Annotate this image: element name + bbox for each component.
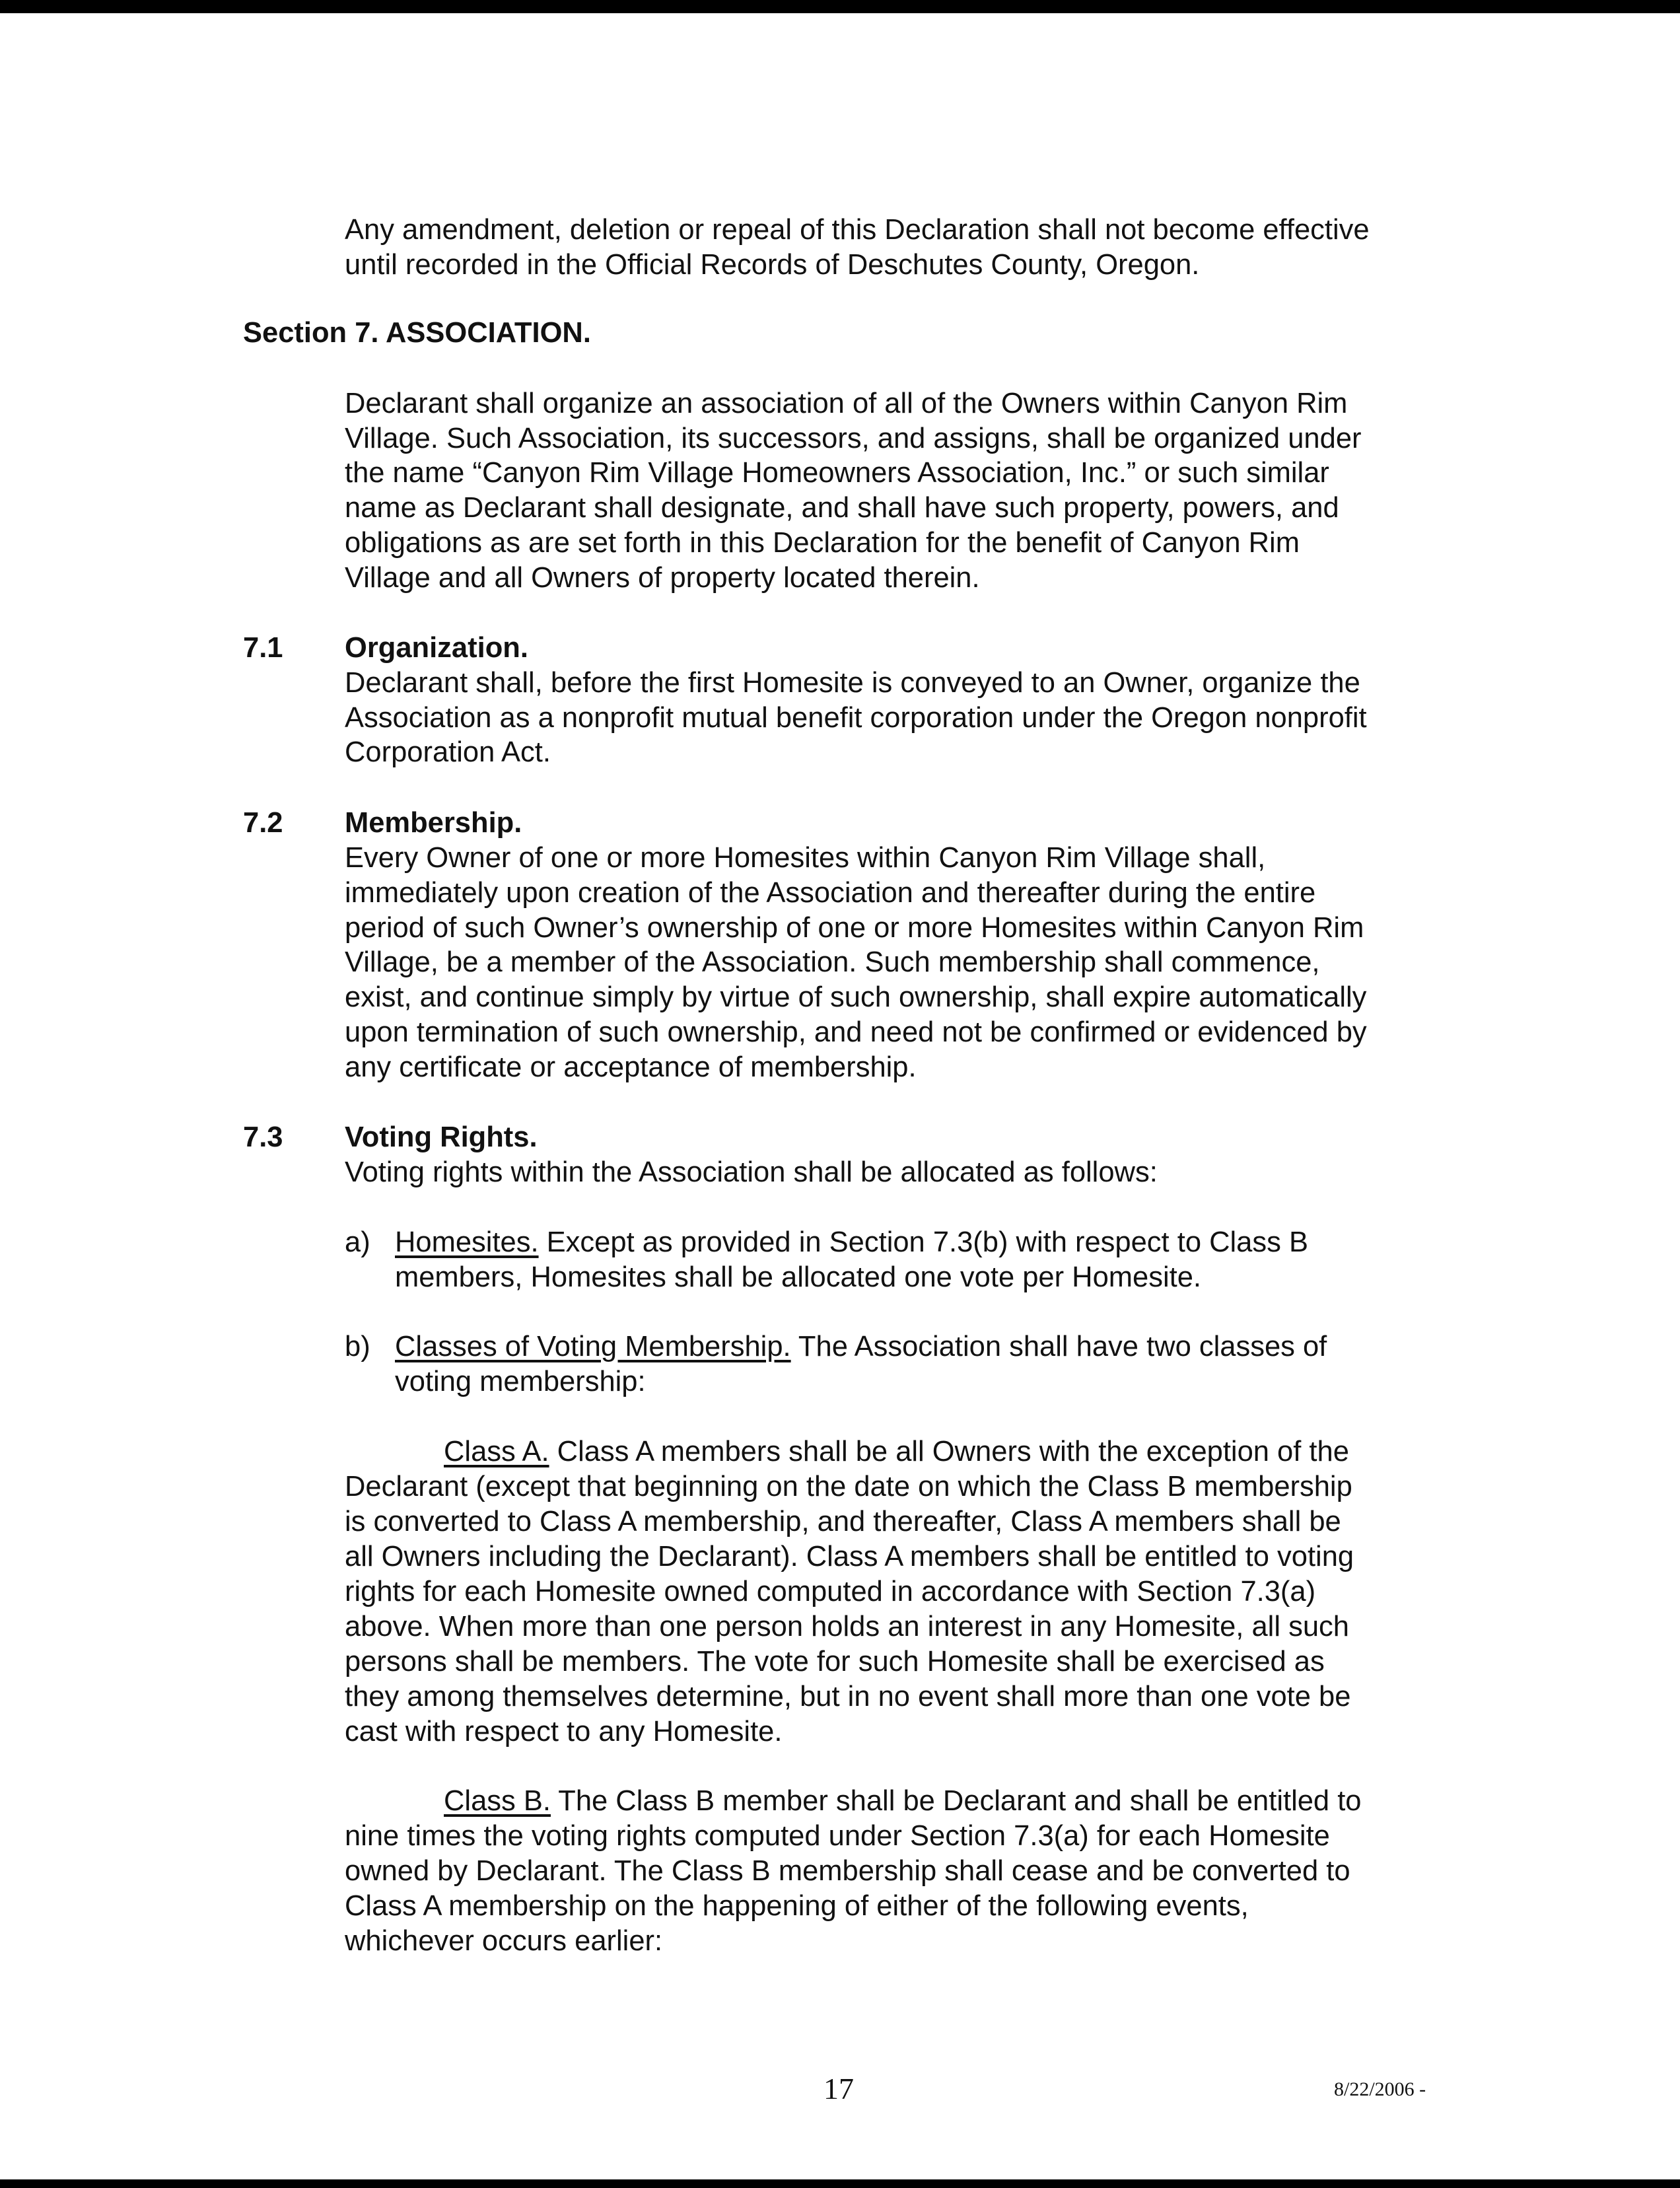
class-b-line-1 <box>444 1784 1361 1819</box>
class-a-line: Declarant (except that beginning on the date on which the Class B membership <box>345 1471 1352 1502</box>
section-7-2-line: Village, be a member of the Association. Such membership shall commence, <box>345 946 1320 978</box>
footer-date: 8/22/2006 - <box>1334 2078 1426 2100</box>
item-a-label: Homesites. <box>395 1226 539 1258</box>
class-b-line: nine times the voting rights computed under Section 7.3(a) for each Homesite <box>345 1820 1330 1852</box>
section-7-2-title: Membership. <box>345 807 522 839</box>
class-a-line: persons shall be members. The vote for such Homesite shall be exercised as <box>345 1646 1325 1677</box>
class-b-label: Class B. <box>444 1785 551 1817</box>
class-a-line: they among themselves determine, but in no event shall more than one vote be <box>345 1681 1351 1712</box>
item-b-marker: b) <box>345 1331 370 1362</box>
section-7-1-title: Organization. <box>345 632 528 664</box>
item-b-text: The Association shall have two classes of <box>790 1331 1327 1362</box>
section-7-3-intro: Voting rights within the Association shall be allocated as follows: <box>345 1156 1158 1188</box>
section-7-line: obligations as are set forth in this Declaration for the benefit of Canyon Rim <box>345 527 1300 559</box>
section-7-2-line: immediately upon creation of the Association and thereafter during the entire <box>345 877 1316 909</box>
section-7-1-line: Declarant shall, before the first Homesite is conveyed to an Owner, organize the <box>345 667 1360 699</box>
section-7-line: Village. Such Association, its successors, and assigns, shall be organized under <box>345 423 1362 454</box>
section-7-2-line: period of such Owner’s ownership of one or more Homesites within Canyon Rim <box>345 912 1364 944</box>
class-a-line: cast with respect to any Homesite. <box>345 1716 783 1747</box>
section-7-3-number: 7.3 <box>243 1121 283 1153</box>
section-7-line: Declarant shall organize an association of all of the Owners within Canyon Rim <box>345 388 1348 419</box>
section-7-2-line: upon termination of such ownership, and need not be confirmed or evidenced by <box>345 1016 1367 1048</box>
class-a-label: Class A. <box>444 1436 549 1467</box>
class-a-line: all Owners including the Declarant). Class A members shall be entitled to voting <box>345 1541 1354 1572</box>
section-7-1-number: 7.1 <box>243 632 283 664</box>
section-7-heading: Section 7. ASSOCIATION. <box>243 317 591 349</box>
intro-line-2: until recorded in the Official Records of Deschutes County, Oregon. <box>345 249 1200 281</box>
section-7-2-line: exist, and continue simply by virtue of such ownership, shall expire automatically <box>345 981 1367 1013</box>
class-b-line: owned by Declarant. The Class B membership shall cease and be converted to <box>345 1855 1350 1887</box>
scan-top-border <box>0 0 1680 13</box>
section-7-line: Village and all Owners of property located therein. <box>345 562 980 594</box>
class-b-line: Class A membership on the happening of either of the following events, <box>345 1890 1249 1922</box>
section-7-2-number: 7.2 <box>243 807 283 839</box>
class-b-line: whichever occurs earlier: <box>345 1925 663 1957</box>
section-7-1-line: Corporation Act. <box>345 736 551 768</box>
class-a-line-1 <box>444 1434 1349 1469</box>
section-7-3-title: Voting Rights. <box>345 1121 538 1153</box>
class-a-line: above. When more than one person holds an interest in any Homesite, all such <box>345 1611 1349 1642</box>
page-number: 17 <box>823 2072 854 2105</box>
class-a-line: is converted to Class A membership, and thereafter, Class A members shall be <box>345 1506 1341 1537</box>
class-b-text: The Class B member shall be Declarant and shall be entitled to <box>550 1785 1362 1817</box>
section-7-2-line: Every Owner of one or more Homesites within Canyon Rim Village shall, <box>345 842 1266 874</box>
item-a-line-1 <box>395 1225 1308 1260</box>
section-7-2-line: any certificate or acceptance of membership. <box>345 1051 917 1083</box>
item-b-line-1 <box>395 1329 1327 1364</box>
item-b-label: Classes of Voting Membership. <box>395 1331 791 1362</box>
section-7-line: name as Declarant shall designate, and shall have such property, powers, and <box>345 492 1339 524</box>
item-a-marker: a) <box>345 1226 370 1258</box>
item-a-text: Except as provided in Section 7.3(b) with respect to Class B <box>538 1226 1308 1258</box>
class-a-line: rights for each Homesite owned computed in accordance with Section 7.3(a) <box>345 1576 1316 1607</box>
section-7-line: the name “Canyon Rim Village Homeowners Association, Inc.” or such similar <box>345 457 1329 489</box>
intro-line-1: Any amendment, deletion or repeal of this Declaration shall not become effective <box>345 214 1370 246</box>
section-7-1-line: Association as a nonprofit mutual benefit corporation under the Oregon nonprofit <box>345 702 1367 734</box>
item-a-line-2: members, Homesites shall be allocated one vote per Homesite. <box>395 1261 1201 1293</box>
scan-bottom-border <box>0 2179 1680 2188</box>
class-a-text: Class A members shall be all Owners with the exception of the <box>549 1436 1349 1467</box>
item-b-line-2: voting membership: <box>395 1366 646 1397</box>
